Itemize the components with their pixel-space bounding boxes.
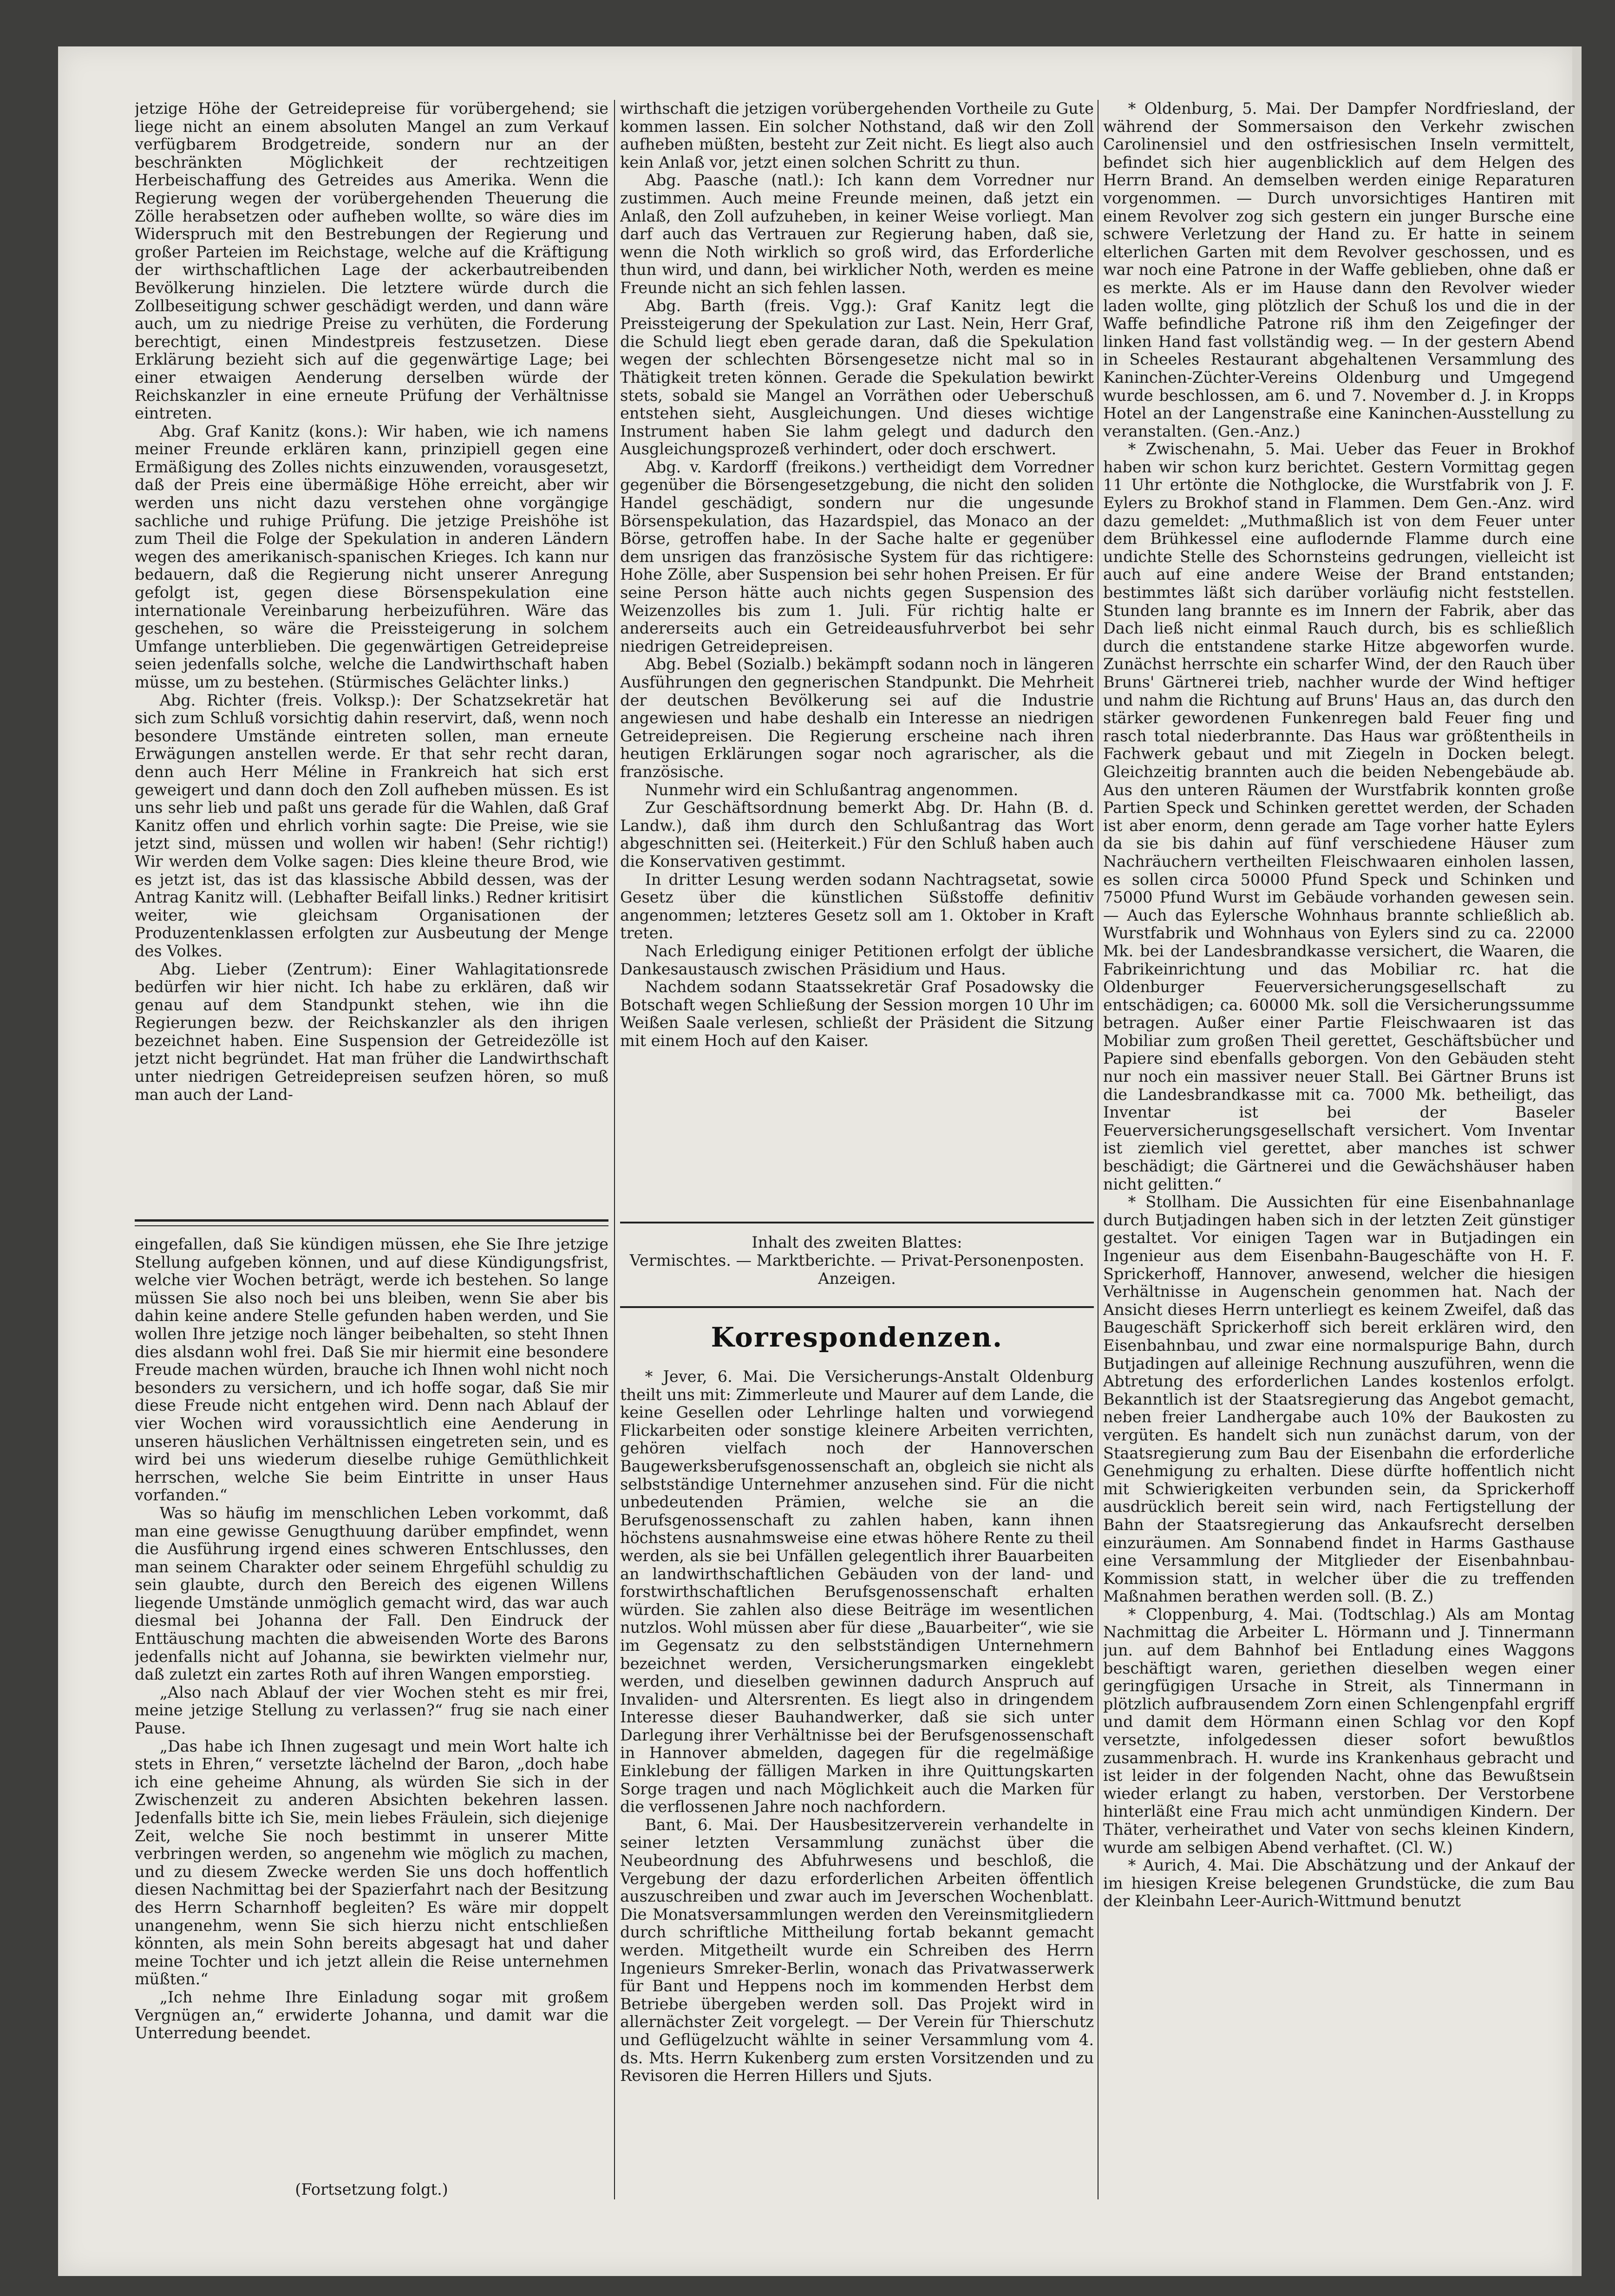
- paragraph: Abg. Paasche (natl.): Ich kann dem Vorredner nur zustimmen. Auch meine Freunde meinen, daß jetzt ein Anlaß, den Zoll aufzuheben, in keiner Weise vorliegt. Man darf auch das Vertrauen zur Regierung haben, daß sie, wenn die Noth wirklich so groß wird, das Erforderliche thun wird, und dann, bei wirklicher Noth, werden es meine Freunde nicht an sich fehlen lassen.: [620, 171, 1094, 297]
- contents-title: Inhalt des zweiten Blattes:: [752, 1233, 962, 1251]
- paragraph: * Zwischenahn, 5. Mai. Ueber das Feuer in Brokhof haben wir schon kurz berichtet. Gestern Vormittag gegen 11 Uhr ertönte die Nothglocke, die Wurstfabrik von J. F. Eylers zu Brokhof stand in Flammen. Dem Gen.-Anz. wird dazu gemeldet: „Muthmaßlich ist von dem Feuer unter dem Brühkessel eine auflodernde Flamme durch eine undichte Stelle des Schornsteins gedrungen, vielleicht ist auch auf eine andere Weise der Brand entstanden; bestimmtes läßt sich darüber vorläufig nicht feststellen. Stunden lang brannte es im Innern der Fabrik, aber das Dach ließ nicht einmal Rauch durch, bis es schließlich durch die entstandene starke Hitze abgeworfen wurde. Zunächst herrschte ein scharfer Wind, der den Rauch über Bruns' Gärtnerei trieb, nachher wurde der Wind heftiger und nahm die Richtung auf Bruns' Haus an, das durch den stärker gewordenen Funkenregen bald Feuer fing und rasch total niederbrannte. Das Haus war größtentheils in Fachwerk gebaut und mit Ziegeln in Docken belegt. Gleichzeitig brannten auch die beiden Nebengebäude ab. Aus den unteren Räumen der Wurstfabrik konnten große Partien Speck und Schinken gerettet werden, der Schaden ist aber enorm, denn gerade am Tage vorher hatte Eylers da sie bis dahin auf fünf verschiedene Häuser zum Nachräuchern vertheilten Fleischwaaren einholen lassen, es sollen circa 50000 Pfund Speck und Schinken und 75000 Pfund Wurst im Gebäude vorhanden gewesen sein. — Auch das Eylersche Wohnhaus brannte schließlich ab. Wurstfabrik und Wohnhaus von Eylers sind zu ca. 22000 Mk. bei der Landesbrandkasse versichert, die Waaren, die Fabrikeinrichtung und das Mobiliar rc. hat die Oldenburger Feuerversicherungsgesellschaft zu entschädigen; ca. 60000 Mk. soll die Versicherungssumme betragen. Außer einer Partie Fleischwaaren ist das Mobiliar zum großen Theil gerettet, Geschäftsbücher und Papiere sind ebenfalls geborgen. Von den Gebäuden steht nur noch ein massiver neuer Stall. Bei Gärtner Bruns ist die Landesbrandkasse mit ca. 7000 Mk. betheiligt, das Inventar ist bei der Baseler Feuerversicherungsgesellschaft versichert. Vom Inventar ist ziemlich viel gerettet, aber manches ist schwer beschädigt; die Gärtnerei und die Gewächshäuser haben nicht gelitten.“: [1103, 440, 1575, 1193]
- paragraph: Bant, 6. Mai. Der Hausbesitzerverein verhandelte in seiner letzten Versammlung zunächst über die Neubeordnung des Abfuhrwesens und beschloß, die Vergebung der dazu erforderlichen Arbeiten öffentlich auszuschreiben und zwar auch im Jeverschen Wochenblatt. Die Monatsversammlungen werden den Vereinsmitgliedern durch schriftliche Mittheilung fortab bekannt gemacht werden. Mitgetheilt wurde ein Schreiben des Herrn Ingenieurs Smreker-Berlin, wonach das Privatwasserwerk für Bant und Heppens noch im kommenden Herbst dem Betriebe übergeben werden soll. Das Projekt wird in allernächster Zeit vorgelegt. — Der Verein für Thierschutz und Geflügelzucht wählte in seiner Versammlung vom 4. ds. Mts. Herrn Kukenberg zum ersten Vorsitzenden und zu Revisoren die Herren Hillers und Sjuts.: [620, 1815, 1094, 2085]
- contents-box: [620, 1233, 1094, 1288]
- paragraph: * Jever, 6. Mai. Die Versicherungs-Anstalt Oldenburg theilt uns mit: Zimmerleute und Maurer auf dem Lande, die keine Gesellen oder Lehrlinge halten und vorwiegend Flickarbeiten oder sonstige kleinere Arbeiten verrichten, gehören vielfach noch der Hannoverschen Baugewerksberufsgenossenschaft an, obgleich sie nicht als selbstständige Unternehmer anzusehen sind. Für die nicht unbedeutenden Prämien, welche sie an die Berufsgenossenschaft zu zahlen haben, kann ihnen höchstens ausnahmsweise eine etwas höhere Rente zu theil werden, als sie bei Unfällen gelegentlich ihrer Bauarbeiten an landwirthschaftlichen Gebäuden von der land- und forstwirthschaftlichen Berufsgenossenschaft erhalten würden. Sie zahlen also diese Beiträge im wesentlichen nutzlos. Wohl müssen aber für diese „Bauarbeiter“, wie sie im Gegensatz zu den selbstständigen Unternehmern bezeichnet werden, Versicherungsmarken eingeklebt werden, und dieselben gewinnen dadurch Anspruch auf Invaliden- und Altersrenten. Es liegt also in dringendem Interesse dieser Bauhandwerker, daß sie sich unter Darlegung ihrer Verhältnisse bei der Berufsgenossenschaft in Hannover abmelden, dagegen für die regelmäßige Einklebung der fälligen Marken in ihre Quittungskarten Sorge tragen und nach Möglichkeit auch die Marken für die verflossenen Jahre noch nachfordern.: [620, 1368, 1094, 1816]
- section-rule: [135, 1225, 608, 1226]
- paragraph: Nachdem sodann Staatssekretär Graf Posadowsky die Botschaft wegen Schließung der Session morgen 10 Uhr im Weißen Saale verlesen, schließt der Präsident die Sitzung mit einem Hoch auf den Kaiser.: [620, 978, 1094, 1050]
- paragraph: Was so häufig im menschlichen Leben vorkommt, daß man eine gewisse Genugthuung darüber empfindet, wenn die Ausführung irgend eines schweren Entschlusses, den man seinem Charakter oder seinem Ehrgefühl schuldig zu sein glaubte, durch den Bereich des eigenen Willens liegende Umstände unmöglich gemacht wird, das war auch diesmal bei Johanna der Fall. Den Eindruck der Enttäuschung machten die abweisenden Worte des Barons jedenfalls nicht auf Johanna, sie bewirkten vielmehr nur, daß zuletzt ein zartes Roth auf ihren Wangen emporstieg.: [135, 1504, 608, 1684]
- paragraph: eingefallen, daß Sie kündigen müssen, ehe Sie Ihre jetzige Stellung aufgeben können, und auf diese Kündigungsfrist, welche vier Wochen beträgt, werde ich bestehen. So lange müssen Sie also noch bei uns bleiben, wenn Sie aber bis dahin keine andere Stelle gefunden haben werden, und Sie wollen Ihre jetzige noch länger beibehalten, so steht Ihnen dies alsdann wohl frei. Daß Sie mir hiermit eine besondere Freude machen würden, brauche ich Ihnen wohl nicht noch besonders zu versichern, und ich hoffe sogar, daß Sie mir diese Freude nicht entgehen wird. Denn nach Ablauf der vier Wochen wird voraussichtlich eine Aenderung in unseren häuslichen Verhältnissen eingetreten sein, und es wird bei uns wiederum dieselbe ruhige Gemüthlichkeit herrschen, welche Sie beim Eintritte in unser Haus vorfanden.“: [135, 1236, 608, 1505]
- paragraph: In dritter Lesung werden sodann Nachtragsetat, sowie Gesetz über die künstlichen Süßstoffe definitiv angenommen; letzteres Gesetz soll am 1. Oktober in Kraft treten.: [620, 870, 1094, 942]
- column-1-bottom: [135, 1236, 608, 2178]
- paragraph: Abg. Lieber (Zentrum): Einer Wahlagitationsrede bedürfen wir hier nicht. Ich habe zu erklären, daß wir genau auf dem Standpunkt stehen, wie ihn die Regierungen bezw. der Reichskanzler als den ihrigen bezeichnet haben. Eine Suspension der Getreidezölle ist jetzt nicht begründet. Hat man früher die Landwirthschaft unter niedrigen Getreidepreisen seufzen hören, so muß man auch der Land-: [135, 960, 608, 1104]
- paragraph: „Also nach Ablauf der vier Wochen steht es mir frei, meine jetzige Stellung zu verlassen?“ frug sie nach einer Pause.: [135, 1683, 608, 1738]
- paragraph: * Aurich, 4. Mai. Die Abschätzung und der Ankauf der im hiesigen Kreise belegenen Grundstücke, die zum Bau der Kleinbahn Leer-Aurich-Wittmund benutzt: [1103, 1856, 1575, 1910]
- column-3: [1103, 100, 1575, 2199]
- paragraph: „Das habe ich Ihnen zugesagt und mein Wort halte ich stets in Ehren,“ versetzte lächelnd der Baron, „doch habe ich eine geheime Ahnung, als würden Sie sich in der Zwischenzeit zu anderen Absichten bekehren lassen. Jedenfalls bitte ich Sie, mein liebes Fräulein, sich diejenige Zeit, welche Sie noch bestimmt in unserer Mitte verbringen werden, so angenehm wie möglich zu machen, und zu diesem Zwecke werden Sie uns doch hoffentlich diesen Nachmittag bei der Spazierfahrt nach der Besitzung des Herrn Scharnhoff begleiten? Es wäre mir doppelt unangenehm, wenn Sie sich hierzu nicht entschließen könnten, als mein Sohn bereits abgesagt hat und daher meine Tochter und ich jetzt allein die Reise unternehmen müßten.“: [135, 1737, 608, 1989]
- section-rule: [620, 1306, 1094, 1308]
- contents-body: Vermischtes. — Marktberichte. — Privat-Personenposten. Anzeigen.: [629, 1251, 1085, 1288]
- column-1-top: [135, 100, 608, 1210]
- section-rule: [620, 1222, 1094, 1223]
- paragraph: Abg. v. Kardorff (freikons.) vertheidigt dem Vorredner gegenüber die Börsengesetzgebung, die nicht den soliden Handel geschädigt, sondern nur die ungesunde Börsenspekulation, das Hazardspiel, das Monaco an der Börse, getroffen habe. In der Sache halte er gegenüber dem unsrigen das französische System für das richtigere: Hohe Zölle, aber Suspension bei sehr hohen Preisen. Er für seine Person hätte auch nichts gegen Suspension des Weizenzolles bis zum 1. Juli. Für richtig halte er andererseits auch ein Getreideausfuhrverbot bei sehr niedrigen Getreidepreisen.: [620, 458, 1094, 655]
- column-2-top: [620, 100, 1094, 1215]
- column-2-bottom: [620, 1368, 1094, 2204]
- paragraph: * Cloppenburg, 4. Mai. (Todtschlag.) Als am Montag Nachmittag die Arbeiter L. Hörmann und J. Tinnermann jun. auf dem Bahnhof bei Entladung eines Waggons beschäftigt waren, geriethen dieselben wegen einer geringfügigen Ursache in Streit, als Tinnermann in plötzlich aufbrausendem Zorn einen Schlengenpfahl ergriff und damit dem Hörmann einen Schlag vor den Kopf versetzte, infolgedessen dieser sofort bewußtlos zusammenbrach. H. wurde ins Krankenhaus gebracht und ist leider in der folgenden Nacht, ohne das Bewußtsein wieder erlangt zu haben, verstorben. Der Verstorbene hinterläßt eine Frau mich acht unmündigen Kindern. Der Thäter, verheirathet und Vater von sechs kleinen Kindern, wurde am selbigen Abend verhaftet. (Cl. W.): [1103, 1605, 1575, 1857]
- paragraph: Abg. Bebel (Sozialb.) bekämpft sodann noch in längeren Ausführungen den gegnerischen Standpunkt. Die Mehrheit der deutschen Bevölkerung sei auf die Industrie angewiesen und habe deshalb ein Interesse an niedrigen Getreidepreisen. Die Regierung erscheine nach ihren heutigen Erklärungen sogar noch agrarischer, als die französische.: [620, 655, 1094, 781]
- paragraph: wirthschaft die jetzigen vorübergehenden Vortheile zu Gute kommen lassen. Ein solcher Nothstand, daß wir den Zoll aufheben müßten, besteht zur Zeit nicht. Es liegt also auch kein Anlaß vor, jetzt einen solchen Schritt zu thun.: [620, 100, 1094, 171]
- column-divider: [614, 100, 615, 2199]
- paragraph: Nunmehr wird ein Schlußantrag angenommen.: [645, 780, 1019, 799]
- paragraph: Abg. Graf Kanitz (kons.): Wir haben, wie ich namens meiner Freunde erklären kann, prinzipiell gegen eine Ermäßigung des Zolles nichts einzuwenden, vorausgesetzt, daß der Preis eine übermäßige Höhe erreicht, aber wir werden uns nicht dazu verstehen ohne vorgängige sachliche und ruhige Prüfung. Die jetzige Preishöhe ist zum Theil die Folge der Spekulation in anderen Ländern wegen des amerikanisch-spanischen Krieges. Ich kann nur bedauern, daß die Regierung nicht unserer Anregung gefolgt ist, gegen diese Börsenspekulation eine internationale Vereinbarung herbeizuführen. Wäre das geschehen, so wäre die Preissteigerung in solchem Umfange unterblieben. Die gegenwärtigen Getreidepreise seien jedenfalls solche, welche die Landwirthschaft haben müsse, um zu bestehen. (Stürmisches Gelächter links.): [135, 422, 608, 691]
- section-heading: Korrespondenzen.: [711, 1321, 1003, 1353]
- section-rule: [135, 1219, 608, 1222]
- paragraph: „Ich nehme Ihre Einladung sogar mit großem Vergnügen an,“ erwiderte Johanna, und damit war die Unterredung beendet.: [135, 1988, 608, 2042]
- paragraph: * Oldenburg, 5. Mai. Der Dampfer Nordfriesland, der während der Sommersaison den Verkehr zwischen Carolinensiel und den ostfriesischen Inseln vermittelt, befindet sich hier augenblicklich auf dem Helgen des Herrn Brand. An demselben werden einige Reparaturen vorgenommen. — Durch unvorsichtiges Hantiren mit einem Revolver zog sich gestern ein junger Bursche eine schwere Verletzung der Hand zu. Er hatte in seinem elterlichen Garten mit dem Revolver geschossen, und es war noch eine Patrone in der Waffe geblieben, ohne daß er es merkte. Als er im Hause dann den Revolver wieder laden wollte, ging plötzlich der Schuß los und die in der Waffe befindliche Patrone riß ihm den Zeigefinger der linken Hand fast vollständig weg. — In der gestern Abend in Scheeles Restaurant abgehaltenen Versammlung des Kaninchen-Züchter-Vereins Oldenburg und Umgegend wurde beschlossen, am 6. und 7. November d. J. in Kropps Hotel an der Langenstraße eine Kaninchen-Ausstellung zu veranstalten. (Gen.-Anz.): [1103, 100, 1575, 440]
- paragraph: Nach Erledigung einiger Petitionen erfolgt der übliche Dankesaustausch zwischen Präsidium und Haus.: [620, 942, 1094, 978]
- paragraph: Zur Geschäftsordnung bemerkt Abg. Dr. Hahn (B. d. Landw.), daß ihm durch den Schlußantrag das Wort abgeschnitten sei. (Heiterkeit.) Für den Schluß haben auch die Konservativen gestimmt.: [620, 798, 1094, 870]
- paragraph: Abg. Barth (freis. Vgg.): Graf Kanitz legt die Preissteigerung der Spekulation zur Last. Nein, Herr Graf, die Schuld liegt eben gerade daran, daß die Spekulation wegen der schlechten Börsengesetze nicht mal so in Thätigkeit treten können. Gerade die Spekulation bewirkt stets, sobald sie Mangel an Vorräthen oder Ueberschuß entstehen sieht, Ausgleichungen. Und dieses wichtige Instrument haben Sie lahm gelegt und dadurch den Ausgleichungsprozeß verhindert, oder doch erschwert.: [620, 296, 1094, 458]
- continuation-note: (Fortsetzung folgt.): [295, 2181, 448, 2198]
- paragraph: jetzige Höhe der Getreidepreise für vorübergehend; sie liege nicht an einem absoluten Mangel an zum Verkauf verfügbarem Brodgetreide, sondern nur an der beschränkten Möglichkeit der rechtzeitigen Herbeischaffung des Getreides aus Amerika. Wenn die Regierung wegen der vorübergehenden Theuerung die Zölle herabsetzen oder aufheben wollte, so wäre dies im Widerspruch mit den Bestrebungen der Regierung und großer Parteien im Reichstage, welche auf die Kräftigung der wirthschaftlichen Lage der ackerbautreibenden Bevölkerung hinzielen. Die letztere würde durch die Zollbeseitigung schwer geschädigt werden, und dann wäre auch, um zu niedrige Preise zu verhüten, die Forderung berechtigt, einen Mindestpreis festzusetzen. Diese Erklärung bezieht sich auf die gegenwärtige Lage; bei einer etwaigen Aenderung derselben würde der Reichskanzler in eine erneute Prüfung der Verhältnisse eintreten.: [135, 100, 608, 423]
- paragraph: Abg. Richter (freis. Volksp.): Der Schatzsekretär hat sich zum Schluß vorsichtig dahin reservirt, daß, wenn noch besondere Umstände eintreten sollen, man erneute Erwägungen anstellen werde. Er that sehr recht daran, denn auch Herr Méline in Frankreich hat sich erst geweigert und dann doch den Zoll aufheben müssen. Es ist uns sehr lieb und paßt uns gerade für die Wahlen, daß Graf Kanitz offen und ehrlich vorhin sagte: Die Preise, wie sie jetzt sind, müssen und wollen wir haben! (Sehr richtig!) Wir werden dem Volke sagen: Dies kleine theure Brod, wie es jetzt ist, das ist das klassische Abbild dessen, was der Antrag Kanitz will. (Lebhafter Beifall links.) Redner kritisirt weiter, wie gleichsam Organisationen der Produzentenklassen erfolgten zur Ausbeutung der Menge des Volkes.: [135, 691, 608, 960]
- paragraph: * Stollham. Die Aussichten für eine Eisenbahnanlage durch Butjadingen haben sich in der letzten Zeit günstiger gestaltet. Vor einigen Tagen war in Butjadingen ein Ingenieur aus dem Eisenbahn-Baugeschäfte von H. F. Sprickerhoff, Hannover, anwesend, welcher die hiesigen Verhältnisse in Augenschein genommen hat. Nach der Ansicht dieses Herrn unterliegt es keinem Zweifel, daß das Baugeschäft Sprickerhoff sich bereit erklären wird, den Eisenbahnbau, und zwar eine normalspurige Bahn, durch Butjadingen auf alleinige Rechnung auszuführen, wenn die Abtretung des erforderlichen Landes kostenlos erfolgt. Bekanntlich ist der Staatsregierung das Angebot gemacht, neben freier Landhergabe auch 10% der Baukosten zu vergüten. Es handelt sich nun zunächst darum, von der Staatsregierung zum Bau der Eisenbahn die erforderliche Genehmigung zu erhalten. Diese dürfte hoffentlich nicht mit Schwierigkeiten verbunden sein, da Sprickerhoff ausdrücklich bereit sein wird, nach Fertigstellung der Bahn der Staatsregierung das Ankaufsrecht derselben einzuräumen. Am Sonnabend findet in Harms Gasthause eine Versammlung der Mitglieder der Eisenbahnbau-Kommission statt, in welcher über die zu treffenden Maßnahmen berathen werden soll. (B. Z.): [1103, 1193, 1575, 1606]
